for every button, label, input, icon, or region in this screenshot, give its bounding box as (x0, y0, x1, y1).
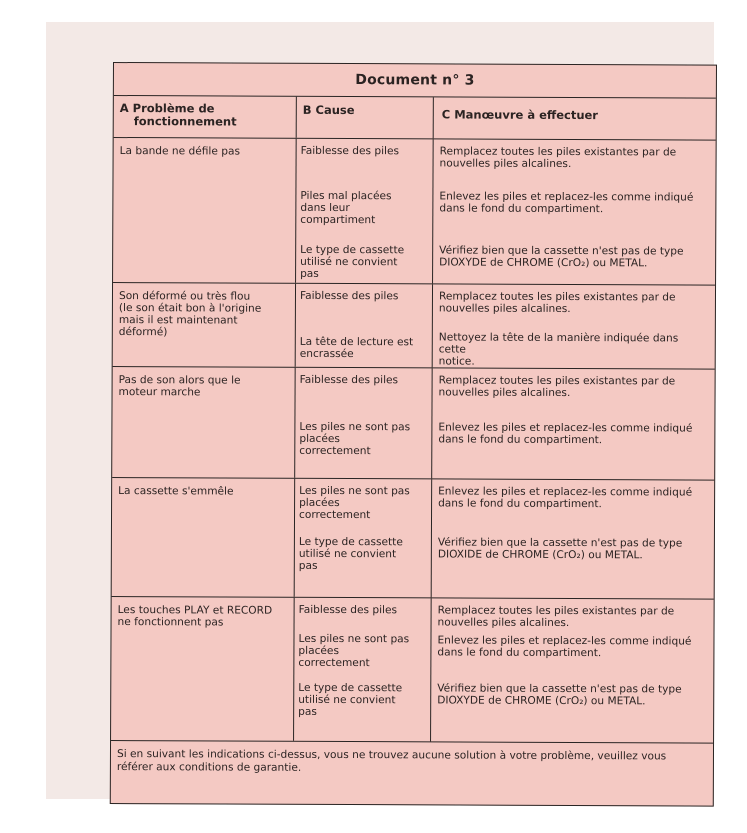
problem-cell (113, 138, 297, 283)
action-text-line: DIOXYDE de CHROME (CrO₂) ou METAL. (437, 694, 646, 708)
action-text-line: Nettoyez la tête de la manière indiquée dans cette (438, 331, 679, 356)
action-text-line: Remplacez toutes les piles existantes par de (438, 374, 676, 388)
cause-text-line: encrassée (299, 348, 354, 361)
action-cell (432, 530, 714, 598)
cause-text-line: utilisé ne convient (298, 693, 396, 706)
action-cell (433, 139, 715, 185)
cause-text-line: placées (299, 496, 340, 509)
cause-column (295, 368, 432, 479)
action-text-line: dans le fond du compartiment. (439, 201, 604, 215)
action-text-line: dans le fond du compartiment. (438, 497, 602, 511)
cause-cell (295, 368, 431, 416)
cause-text-line: Les piles ne sont pas (299, 484, 410, 498)
warranty-note-line: Si en suivant les indications ci-dessus, vous ne trouvez aucune solution à votre problème, veuillez vous (116, 748, 667, 763)
action-cell (433, 325, 715, 368)
cause-text-line: dans leur (300, 201, 350, 214)
action-text-line: Enlevez les piles et replacez-les comme indiqué (438, 421, 693, 435)
cause-column (296, 139, 434, 284)
cause-cell (295, 598, 431, 627)
cause-cell (296, 237, 432, 283)
action-text-line: Enlevez les piles et replacez-les comme indiqué (438, 485, 693, 499)
warranty-note (111, 741, 713, 777)
cause-cell (296, 284, 432, 331)
problem-section (113, 283, 715, 370)
problem-text-line: Pas de son alors que le (118, 374, 241, 387)
problem-section (111, 597, 714, 744)
cause-text-line: utilisé ne convient (298, 547, 397, 561)
cause-text-line: La tête de lecture est (299, 336, 414, 349)
document-title: Document n° 3 (114, 63, 716, 99)
problem-text-line: déformé) (118, 326, 168, 339)
action-text-line: Remplacez toutes les piles existantes par de (438, 290, 676, 304)
action-text-line: nouvelles piles alcalines. (439, 157, 572, 171)
cause-cell (295, 479, 431, 531)
problem-text-line: La cassette s'emmêle (118, 485, 234, 498)
problem-section (113, 138, 716, 286)
cause-cell (295, 415, 431, 479)
action-text-line: nouvelles piles alcalines. (437, 616, 570, 629)
problem-cell (112, 478, 296, 597)
problem-text-line: mais il est maintenant (118, 314, 238, 327)
header-cause: B Cause (297, 97, 434, 139)
action-text-line: Enlevez les piles et replacez-les comme indiqué (439, 189, 694, 204)
problem-text-line: ne fonctionnent pas (117, 616, 224, 629)
cause-cell (294, 675, 430, 741)
problem-section (112, 478, 715, 600)
problem-section (112, 367, 714, 481)
cause-text-line: correctement (298, 656, 370, 669)
problem-text-line: moteur marche (118, 386, 201, 399)
table-body (111, 138, 716, 744)
cause-cell (296, 330, 432, 367)
cause-text-line: compartiment (300, 213, 376, 226)
action-cell (432, 479, 714, 531)
header-problem (114, 96, 297, 138)
action-text-line: Remplacez toutes les piles existantes par de (439, 145, 677, 159)
cause-text-line: pas (298, 705, 317, 718)
cause-text-line: correctement (299, 444, 371, 458)
cause-cell (294, 627, 430, 676)
cause-cell (296, 139, 432, 184)
action-text-line: Vérifiez bien que la cassette n'est pas de type (437, 536, 683, 550)
scanned-page (46, 22, 714, 799)
cause-text-line: Le type de cassette (298, 681, 403, 694)
cause-text-line: Faiblesse des piles (299, 373, 399, 387)
cause-text-line: Les piles ne sont pas (299, 420, 411, 434)
problem-cell (112, 367, 295, 478)
cause-text-line: placées (298, 644, 340, 657)
cause-column (296, 284, 433, 368)
cause-text-line: pas (300, 267, 319, 280)
action-text-line: nouvelles piles alcalines. (438, 302, 571, 315)
warranty-note-line: référer aux conditions de garantie. (116, 761, 302, 774)
action-cell (431, 677, 713, 743)
action-text-line: Vérifiez bien que la cassette n'est pas de type (437, 682, 682, 696)
action-column (433, 139, 716, 284)
cause-cell (296, 183, 432, 238)
action-cell (433, 284, 715, 326)
action-text-line: dans le fond du compartiment. (437, 646, 602, 660)
cause-column (294, 598, 432, 742)
problem-text-line: Les touches PLAY et RECORD (117, 604, 273, 617)
cause-text-line: correctement (298, 508, 371, 522)
action-text-line: DIOXIDE de CHROME (CrO₂) ou METAL. (437, 548, 643, 562)
table-header (114, 96, 716, 141)
problem-cell (111, 597, 295, 741)
action-text-line: Enlevez les piles et replacez-les comme indiqué (437, 634, 692, 648)
cause-cell (295, 530, 431, 598)
cause-text-line: Piles mal placées (300, 189, 392, 202)
action-cell (432, 598, 714, 629)
problem-text-line: (le son était bon à l'origine (118, 302, 262, 315)
troubleshooting-table (110, 62, 717, 807)
action-column (432, 368, 714, 479)
problem-text-line: Son déformé ou très flou (118, 290, 251, 303)
action-text-line: DIOXYDE de CHROME (CrO₂) ou METAL. (439, 256, 648, 269)
action-cell (431, 628, 713, 678)
cause-column (295, 479, 433, 598)
problem-text-line: La bande ne défile pas (119, 145, 241, 158)
action-text-line: Vérifiez bien que la cassette n'est pas de type (439, 244, 684, 258)
header-problem-line-1: A Problème de (119, 101, 215, 116)
action-text-line: notice. (438, 355, 475, 368)
action-column (432, 479, 715, 598)
cause-text-line: utilisé ne convient (300, 255, 398, 268)
cause-text-line: pas (298, 559, 318, 572)
action-cell (432, 415, 714, 479)
action-cell (432, 368, 714, 416)
action-cell (433, 184, 715, 239)
action-text-line: Remplacez toutes les piles existantes par de (437, 604, 675, 618)
header-action: C Manœuvre à effectuer (441, 107, 599, 123)
cause-text-line: placées (299, 432, 340, 445)
header-problem-line-2: fonctionnement (133, 114, 237, 129)
cause-text-line: Faiblesse des piles (299, 289, 399, 303)
action-text-line: dans le fond du compartiment. (438, 433, 603, 447)
action-column (433, 284, 715, 368)
action-cell (433, 238, 715, 285)
cause-text-line: Le type de cassette (300, 243, 405, 256)
cause-text-line: Faiblesse des piles (298, 603, 398, 617)
cause-text-line: Les piles ne sont pas (298, 632, 410, 646)
cause-text-line: Faiblesse des piles (300, 144, 400, 158)
cause-text-line: Le type de cassette (298, 535, 403, 549)
action-text-line: nouvelles piles alcalines. (438, 386, 571, 399)
problem-cell (113, 283, 296, 367)
action-column (431, 598, 714, 742)
